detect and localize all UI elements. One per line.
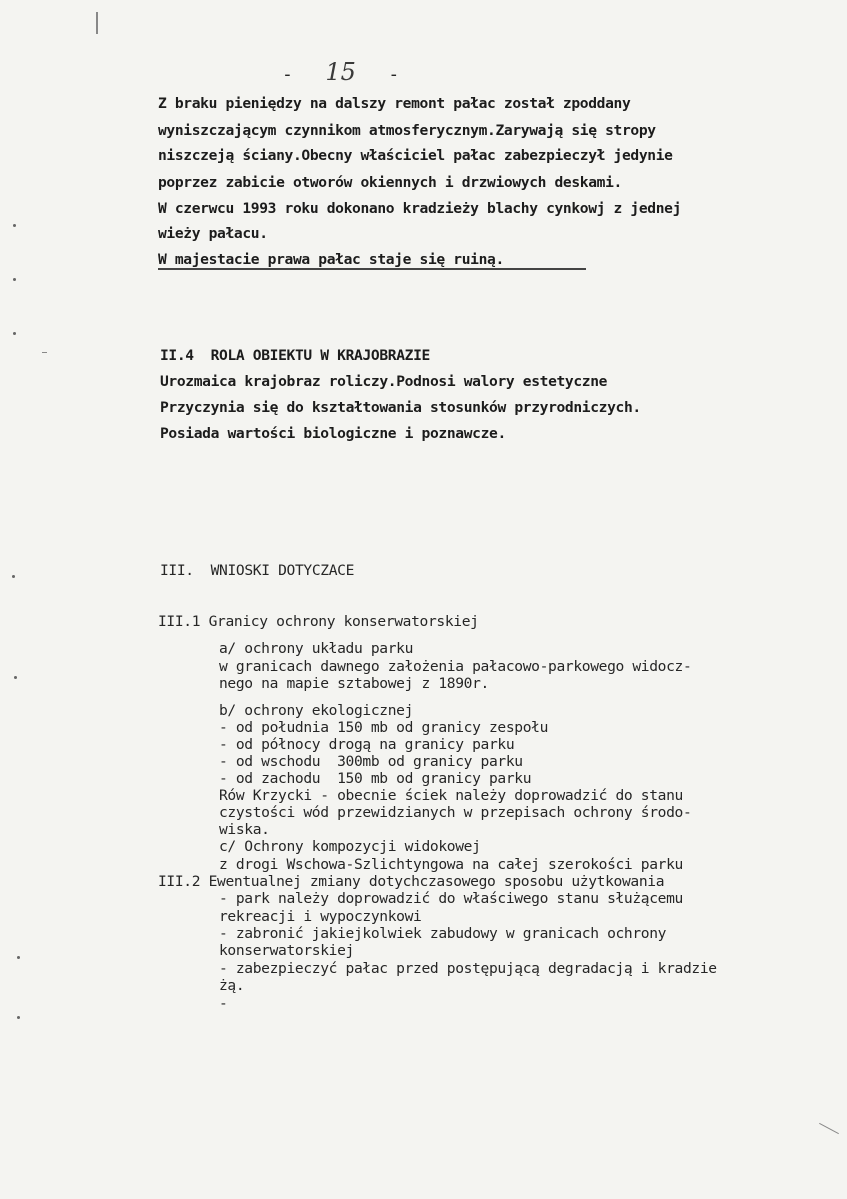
section-ii4-heading: II.4 ROLA OBIEKTU W KRAJOBRAZIE [160, 347, 430, 364]
intro-line-3: niszczeją ściany.Obecny właściciel pałac zabezpieczył jedynie [158, 147, 673, 164]
section-iii-line-13: c/ Ochrony kompozycji widokowej [219, 838, 481, 855]
section-ii4-line-1: Urozmaica krajobraz roliczy.Podnosi walory estetyczne [160, 373, 608, 390]
margin-dot [13, 332, 16, 335]
intro-underline [158, 268, 586, 270]
intro-line-2: wyniszczającym czynnikom atmosferycznym.Zarywają się stropy [158, 122, 656, 139]
section-iii-line-5: b/ ochrony ekologicznej [219, 702, 414, 719]
section-ii4-line-3: Posiada wartości biologiczne i poznawcze. [160, 425, 506, 442]
intro-line-1: Z braku pieniędzy na dalszy remont pałac został zpoddany [158, 95, 631, 112]
section-iii-line-2: a/ ochrony układu parku [219, 640, 414, 657]
section-iii-line-11: czystości wód przewidzianych w przepisach ochrony środo- [219, 804, 692, 821]
scan-mark [819, 1123, 839, 1134]
section-iii-line-9: - od zachodu 150 mb od granicy parku [219, 770, 532, 787]
section-iii-line-7: - od północy drogą na granicy parku [219, 736, 515, 753]
page-number [282, 58, 399, 86]
intro-line-6: wieży pałacu. [158, 225, 268, 242]
page-number-value: 15 [325, 58, 356, 86]
section-iii-line-15: III.2 Ewentualnej zmiany dotychczasowego sposobu użytkowania [158, 873, 665, 890]
page-number-suffix: - [388, 64, 400, 85]
section-iii-line-3: w granicach dawnego założenia pałacowo-parkowego widocz- [219, 658, 692, 675]
margin-dot [17, 1016, 20, 1019]
intro-line-4: poprzez zabicie otworów okiennych i drzwiowych deskami. [158, 174, 622, 191]
intro-line-7: W majestacie prawa pałac staje się ruiną. [158, 251, 504, 268]
intro-line-5: W czerwcu 1993 roku dokonano kradzieży blachy cynkowj z jednej [158, 200, 682, 217]
section-iii-line-20: - zabezpieczyć pałac przed postępującą degradacją i kradzie [219, 960, 717, 977]
section-iii-line-17: rekreacji i wypoczynkowi [219, 908, 422, 925]
section-iii-line-14: z drogi Wschowa-Szlichtyngowa na całej szerokości parku [219, 856, 683, 873]
section-iii-line-16: - park należy doprowadzić do właściwego stanu służącemu [219, 890, 683, 907]
section-iii-line-22: - [219, 995, 228, 1012]
section-iii-line-21: żą. [219, 977, 245, 994]
margin-dot [12, 575, 15, 578]
page-number-prefix: - [282, 64, 293, 85]
margin-dot [13, 224, 16, 227]
section-ii4-line-2: Przyczynia się do kształtowania stosunków przyrodniczych. [160, 399, 641, 416]
section-iii-line-4: nego na mapie sztabowej z 1890r. [219, 675, 489, 692]
section-iii-line-10: Rów Krzycki - obecnie ściek należy doprowadzić do stanu [219, 787, 683, 804]
section-iii-line-8: - od wschodu 300mb od granicy parku [219, 753, 523, 770]
margin-dot [14, 676, 17, 679]
section-iii-line-19: konserwatorskiej [219, 942, 354, 959]
margin-dot [13, 278, 16, 281]
margin-dot [17, 956, 20, 959]
section-iii-heading: III. WNIOSKI DOTYCZACE [160, 562, 355, 579]
section-iii-line-12: wiska. [219, 821, 270, 838]
section-iii-line-6: - od południa 150 mb od granicy zespołu [219, 719, 549, 736]
section-iii-line-18: - zabronić jakiejkolwiek zabudowy w granicach ochrony [219, 925, 667, 942]
scan-mark [96, 12, 98, 34]
scan-mark [42, 352, 47, 353]
section-iii-line-1: III.1 Granicy ochrony konserwatorskiej [158, 613, 479, 630]
